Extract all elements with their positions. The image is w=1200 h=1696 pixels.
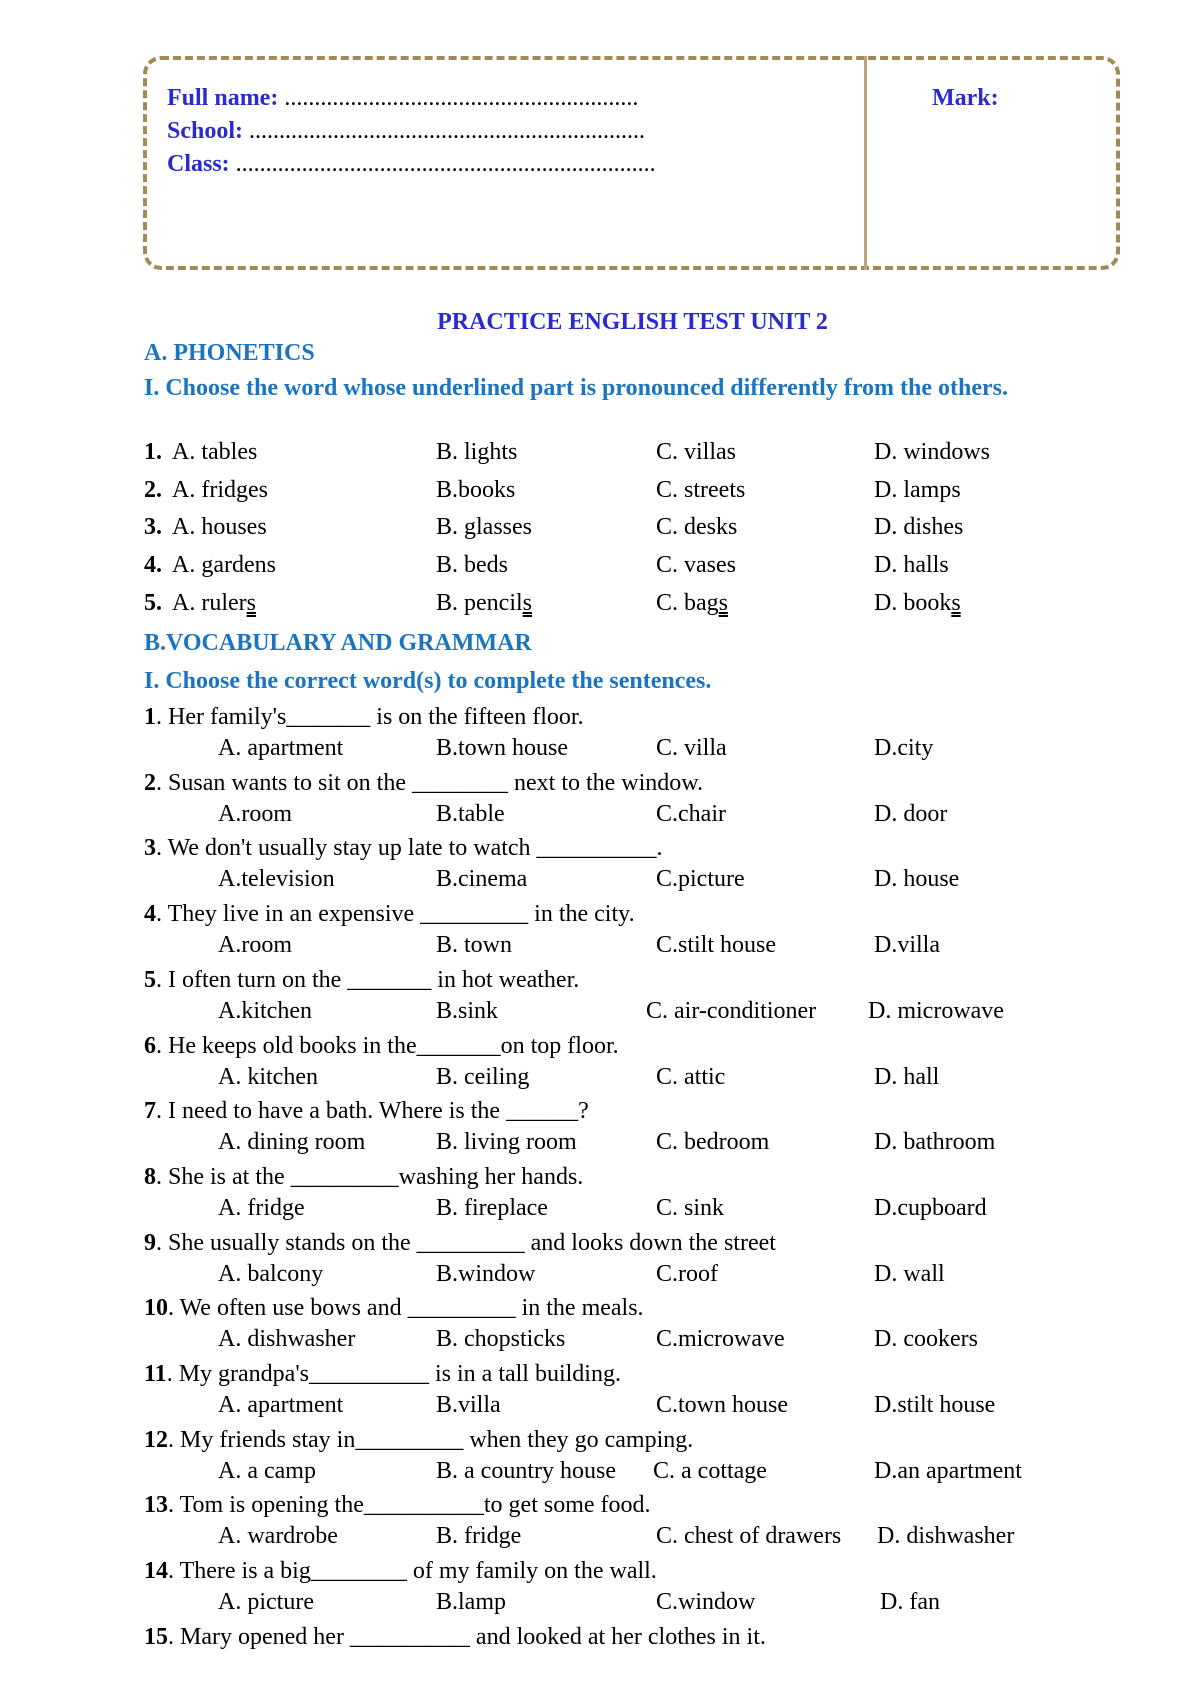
vocab-question-5 — [144, 967, 579, 994]
vocab-question-12 — [144, 1427, 693, 1454]
question-number: 5 — [144, 967, 156, 993]
option-c: C. a cottage — [653, 1458, 767, 1484]
option-c: C. villa — [656, 735, 727, 761]
vocab-question-8 — [144, 1164, 583, 1191]
question-text: . There is a big________ of my family on the wall. — [168, 1558, 657, 1584]
vocab-options-13 — [0, 1523, 1200, 1555]
option-d: D.villa — [874, 932, 940, 958]
vocab-question-4 — [144, 901, 635, 928]
option-d-underlined: s — [951, 590, 961, 616]
option-b: B. town — [436, 932, 513, 958]
phonetics-question-4 — [0, 552, 1200, 586]
option-a: A. dining room — [218, 1129, 366, 1155]
option-a: A. apartment — [218, 735, 344, 761]
phonetics-question-1 — [0, 439, 1200, 473]
full-name-label: Full name: — [167, 85, 279, 111]
question-number: 1. — [144, 439, 162, 465]
vocab-question-10 — [144, 1295, 644, 1322]
question-number: 10 — [144, 1295, 168, 1321]
option-c: C. attic — [656, 1064, 726, 1090]
option-b: B.town house — [436, 735, 568, 761]
phonetics-question-5 — [0, 590, 1200, 624]
option-b-underlined: s — [522, 590, 532, 616]
question-number: 9 — [144, 1230, 156, 1256]
question-text: . I often turn on the _______ in hot weather. — [156, 967, 580, 993]
section-a-instruction: I. Choose the word whose underlined part is pronounced differently from the others. — [144, 375, 1009, 401]
option-c: C.window — [656, 1589, 756, 1615]
option-a: A. a camp — [218, 1458, 316, 1484]
question-text: . He keeps old books in the_______on top floor. — [156, 1033, 619, 1059]
option-d: D. windows — [874, 439, 991, 465]
class-line — [167, 148, 656, 181]
option-b: B. lights — [436, 439, 518, 465]
vocab-options-11 — [0, 1392, 1200, 1424]
option-c-underlined: s — [718, 590, 729, 616]
option-b: B.sink — [436, 998, 499, 1024]
option-b: B.window — [436, 1261, 536, 1287]
question-number: 5. — [144, 590, 162, 616]
school-dots: .................................................................. — [243, 118, 646, 144]
option-b: B. fridge — [436, 1523, 522, 1549]
option-a: A. gardens — [172, 552, 276, 578]
school-line — [167, 115, 656, 148]
mark-label: Mark: — [932, 85, 999, 111]
option-b: B. glasses — [436, 514, 532, 540]
option-d: D. dishwasher — [877, 1523, 1015, 1549]
option-c — [656, 590, 728, 617]
option-d: D. microwave — [868, 998, 1004, 1024]
section-b-heading: B.VOCABULARY AND GRAMMAR — [144, 630, 532, 656]
option-b: B. a country house — [436, 1458, 616, 1484]
option-a: A. tables — [172, 439, 258, 465]
question-text: . My friends stay in_________ when they go camping. — [168, 1427, 694, 1453]
vocab-question-2 — [144, 770, 703, 797]
vocab-question-7 — [144, 1098, 589, 1125]
vocab-options-5 — [0, 998, 1200, 1030]
full-name-dots: ........................................................... — [278, 85, 639, 111]
vocab-options-10 — [0, 1326, 1200, 1358]
question-number: 11 — [144, 1361, 167, 1387]
phonetics-question-2 — [0, 477, 1200, 511]
option-c: C. sink — [656, 1195, 725, 1221]
option-a: A. apartment — [218, 1392, 344, 1418]
option-a: A.room — [218, 801, 292, 827]
option-a: A. fridge — [218, 1195, 305, 1221]
class-label: Class: — [167, 151, 230, 177]
option-c: C. streets — [656, 477, 746, 503]
option-d: D. house — [874, 866, 960, 892]
option-c: C.microwave — [656, 1326, 785, 1352]
vocab-question-9 — [144, 1230, 776, 1257]
option-b: B. beds — [436, 552, 508, 578]
option-c-text: C. bag — [656, 590, 719, 616]
vocab-question-15 — [144, 1624, 766, 1651]
vocab-options-8 — [0, 1195, 1200, 1227]
option-b: B.cinema — [436, 866, 528, 892]
school-label: School: — [167, 118, 244, 144]
option-b: B.lamp — [436, 1589, 506, 1615]
vocab-question-11 — [144, 1361, 621, 1388]
question-text: . Susan wants to sit on the ________ next to the window. — [156, 770, 704, 796]
full-name-line — [167, 82, 656, 115]
info-box-divider — [864, 56, 867, 270]
question-text: . We often use bows and _________ in the meals. — [168, 1295, 644, 1321]
section-b-instruction: I. Choose the correct word(s) to complete the sentences. — [144, 668, 712, 694]
question-number: 3. — [144, 514, 162, 540]
option-d: D. door — [874, 801, 948, 827]
vocab-question-3 — [144, 835, 663, 862]
question-number: 3 — [144, 835, 156, 861]
option-b: B.books — [436, 477, 516, 503]
option-a: A. balcony — [218, 1261, 324, 1287]
vocab-options-7 — [0, 1129, 1200, 1161]
option-d: D.stilt house — [874, 1392, 996, 1418]
option-d: D. wall — [874, 1261, 945, 1287]
option-d: D. dishes — [874, 514, 964, 540]
option-a-underlined: s — [246, 590, 256, 616]
option-c: C. chest of drawers — [656, 1523, 842, 1549]
question-number: 6 — [144, 1033, 156, 1059]
option-c: C.stilt house — [656, 932, 777, 958]
option-b: B. ceiling — [436, 1064, 530, 1090]
vocab-question-13 — [144, 1492, 651, 1519]
option-b: B. living room — [436, 1129, 577, 1155]
option-c: C.chair — [656, 801, 726, 827]
phonetics-question-3 — [0, 514, 1200, 548]
option-c: C. desks — [656, 514, 738, 540]
option-d: D.city — [874, 735, 934, 761]
option-c: C. vases — [656, 552, 736, 578]
option-a: A. kitchen — [218, 1064, 318, 1090]
vocab-options-9 — [0, 1261, 1200, 1293]
vocab-options-1 — [0, 735, 1200, 767]
option-b-text: B. pencil — [436, 590, 523, 616]
option-d: D. lamps — [874, 477, 961, 503]
question-text: . My grandpa's__________ is in a tall building. — [166, 1361, 621, 1387]
option-a: A. picture — [218, 1589, 314, 1615]
option-a: A. wardrobe — [218, 1523, 338, 1549]
question-number: 1 — [144, 704, 156, 730]
option-b: B.villa — [436, 1392, 501, 1418]
question-number: 14 — [144, 1558, 168, 1584]
option-b: B. chopsticks — [436, 1326, 566, 1352]
option-b: B.table — [436, 801, 505, 827]
student-info-box — [143, 56, 1120, 270]
student-info-fields — [167, 82, 656, 181]
question-text: . She is at the _________washing her hands. — [156, 1164, 584, 1190]
option-d: D.cupboard — [874, 1195, 987, 1221]
question-number: 2 — [144, 770, 156, 796]
vocab-options-6 — [0, 1064, 1200, 1096]
option-a — [172, 590, 256, 617]
question-text: . Her family's_______ is on the fifteen floor. — [156, 704, 584, 730]
option-b — [436, 590, 532, 617]
question-number: 4. — [144, 552, 162, 578]
vocab-question-14 — [144, 1558, 657, 1585]
option-c: C. villas — [656, 439, 737, 465]
option-c: C. bedroom — [656, 1129, 770, 1155]
option-a: A. dishwasher — [218, 1326, 356, 1352]
option-c: C.picture — [656, 866, 745, 892]
question-text: . I need to have a bath. Where is the ______? — [156, 1098, 589, 1124]
question-text: . She usually stands on the _________ and looks down the street — [156, 1230, 776, 1256]
class-dots: ...................................................................... — [229, 151, 656, 177]
option-a-text: A. ruler — [172, 590, 247, 616]
question-number: 2. — [144, 477, 162, 503]
option-d: D. halls — [874, 552, 949, 578]
question-number: 7 — [144, 1098, 156, 1124]
option-d: D. hall — [874, 1064, 940, 1090]
option-b: B. fireplace — [436, 1195, 548, 1221]
vocab-options-3 — [0, 866, 1200, 898]
option-a: A. fridges — [172, 477, 268, 503]
option-d: D. cookers — [874, 1326, 978, 1352]
question-number: 13 — [144, 1492, 168, 1518]
page-title: PRACTICE ENGLISH TEST UNIT 2 — [437, 309, 828, 335]
vocab-question-1 — [144, 704, 584, 731]
question-number: 4 — [144, 901, 156, 927]
option-a: A.kitchen — [218, 998, 312, 1024]
question-text: . Tom is opening the__________to get some food. — [168, 1492, 651, 1518]
option-d: D.an apartment — [874, 1458, 1022, 1484]
option-d — [874, 590, 961, 617]
question-number: 15 — [144, 1624, 168, 1650]
option-c: C.roof — [656, 1261, 718, 1287]
option-a: A.room — [218, 932, 292, 958]
option-d: D. bathroom — [874, 1129, 996, 1155]
section-a-heading: A. PHONETICS — [144, 340, 315, 366]
option-c: C. air-conditioner — [646, 998, 817, 1024]
question-text: . They live in an expensive _________ in the city. — [156, 901, 635, 927]
question-number: 8 — [144, 1164, 156, 1190]
question-number: 12 — [144, 1427, 168, 1453]
option-a: A.television — [218, 866, 335, 892]
vocab-options-4 — [0, 932, 1200, 964]
vocab-options-14 — [0, 1589, 1200, 1621]
option-a: A. houses — [172, 514, 267, 540]
vocab-options-12 — [0, 1458, 1200, 1490]
option-c: C.town house — [656, 1392, 788, 1418]
option-d: D. fan — [880, 1589, 940, 1615]
question-text: . We don't usually stay up late to watch __________. — [156, 835, 663, 861]
vocab-options-2 — [0, 801, 1200, 833]
question-text: . Mary opened her __________ and looked at her clothes in it. — [168, 1624, 766, 1650]
option-d-text: D. book — [874, 590, 952, 616]
vocab-question-6 — [144, 1033, 619, 1060]
